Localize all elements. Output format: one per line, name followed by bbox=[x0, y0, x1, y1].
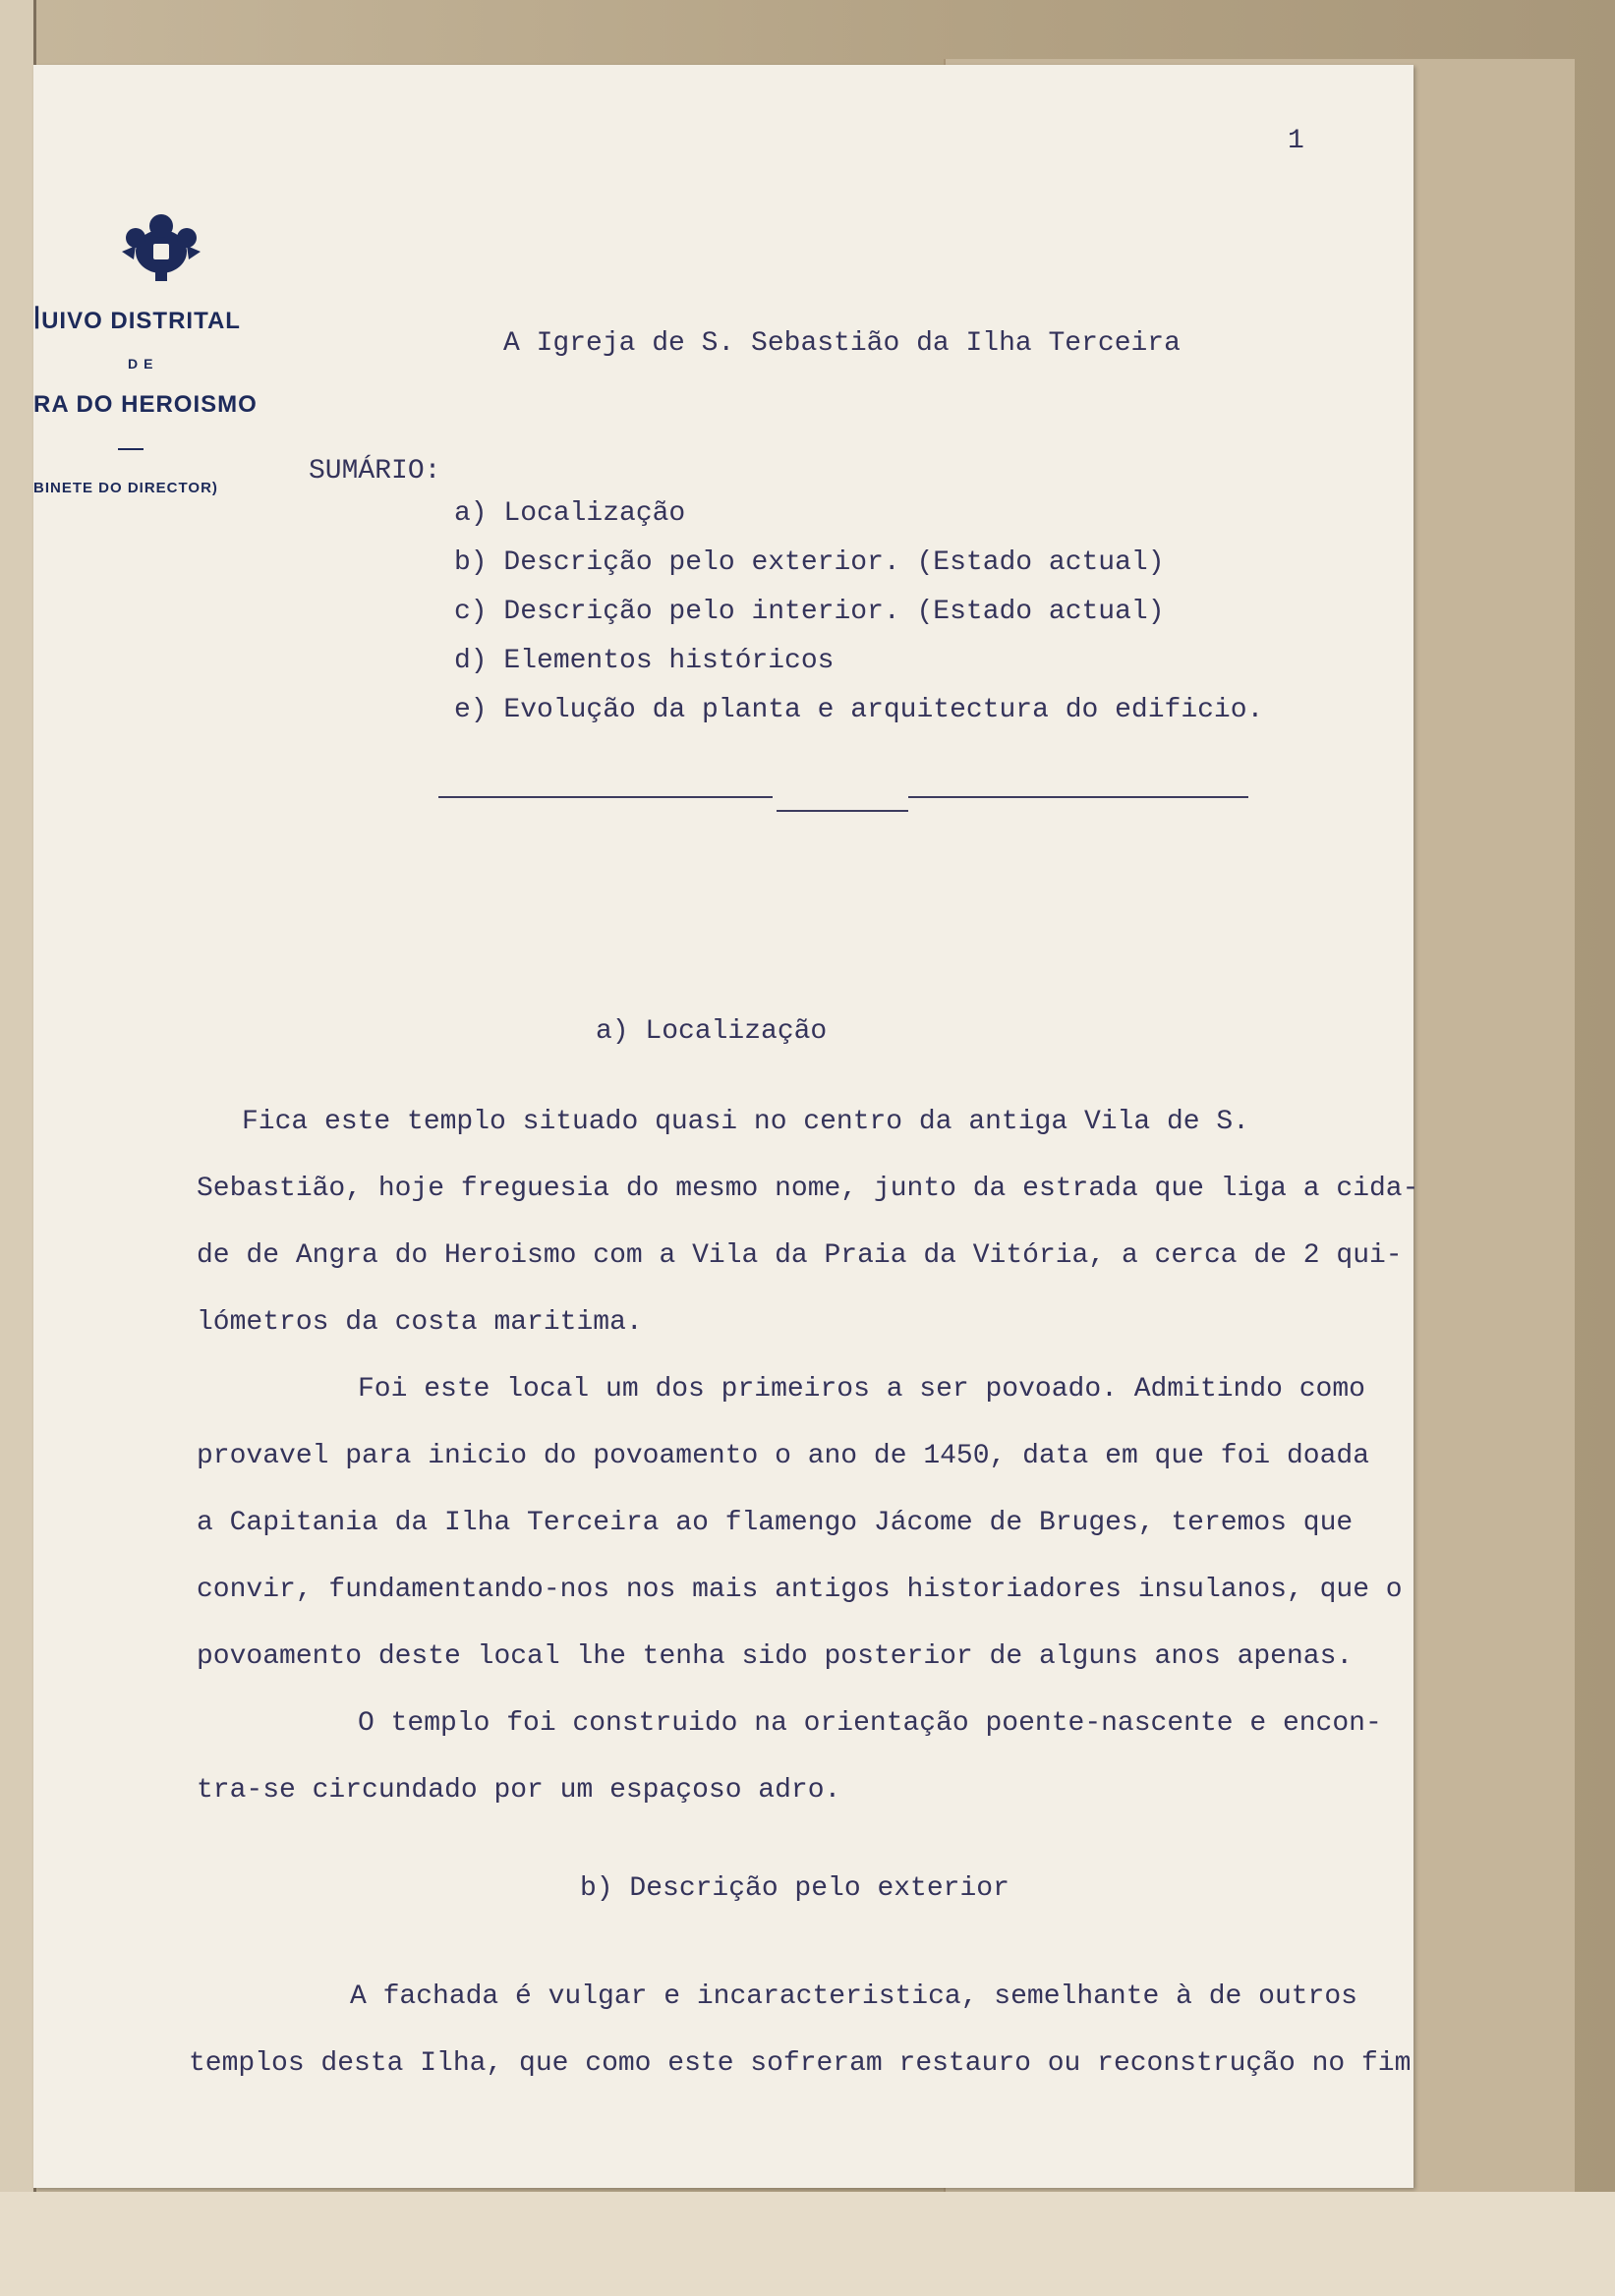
coat-of-arms-icon bbox=[116, 212, 206, 283]
body-line: A fachada é vulgar e incaracteristica, semelhante à de outros bbox=[350, 1981, 1357, 2012]
body-line: Foi este local um dos primeiros a ser povoado. Admitindo como bbox=[358, 1374, 1365, 1405]
body-line: Fica este templo situado quasi no centro da antiga Vila de S. bbox=[242, 1107, 1249, 1137]
typed-page bbox=[33, 65, 1419, 2188]
letterhead-line-archive: ꟾUIVO DISTRITAL bbox=[33, 308, 241, 334]
page-number: 1 bbox=[1288, 126, 1304, 156]
body-line: povoamento deste local lhe tenha sido posterior de alguns anos apenas. bbox=[197, 1641, 1354, 1672]
section-divider bbox=[908, 796, 1248, 798]
summary-item: b) Descrição pelo exterior. (Estado actual) bbox=[454, 547, 1165, 578]
letterhead-line-de: DE bbox=[128, 356, 159, 372]
summary-label: SUMÁRIO: bbox=[309, 456, 441, 487]
body-line: O templo foi construido na orientação poente-nascente e encon- bbox=[358, 1708, 1382, 1739]
document-title: A Igreja de S. Sebastião da Ilha Terceira bbox=[503, 328, 1181, 359]
body-line: lómetros da costa maritima. bbox=[197, 1307, 643, 1338]
section-divider bbox=[438, 796, 773, 798]
letterhead-line-city: RA DO HEROISMO bbox=[33, 391, 258, 418]
body-line: tra-se circundado por um espaçoso adro. bbox=[197, 1775, 841, 1806]
summary-item: d) Elementos históricos bbox=[454, 646, 835, 676]
summary-item: a) Localização bbox=[454, 498, 686, 529]
section-b-heading: b) Descrição pelo exterior bbox=[580, 1873, 1009, 1904]
body-line: a Capitania da Ilha Terceira ao flamengo Jácome de Bruges, teremos que bbox=[197, 1508, 1354, 1538]
summary-list bbox=[454, 489, 1263, 735]
bottom-paper-band bbox=[0, 2192, 1615, 2296]
binder-edge bbox=[0, 0, 36, 2296]
section-divider bbox=[777, 810, 908, 812]
letterhead-divider bbox=[118, 448, 144, 450]
section-a-heading: a) Localização bbox=[596, 1016, 828, 1047]
summary-item: c) Descrição pelo interior. (Estado actual) bbox=[454, 597, 1165, 627]
letterhead-line-office: BINETE DO DIRECTOR) bbox=[33, 480, 218, 496]
body-line: convir, fundamentando-nos nos mais antigos historiadores insulanos, que o bbox=[197, 1575, 1403, 1605]
body-line: provavel para inicio do povoamento o ano de 1450, data em que foi doada bbox=[197, 1441, 1369, 1471]
body-line: de de Angra do Heroismo com a Vila da Praia da Vitória, a cerca de 2 qui- bbox=[197, 1240, 1403, 1271]
body-line: Sebastião, hoje freguesia do mesmo nome, junto da estrada que liga a cida- bbox=[197, 1174, 1419, 1204]
body-line: templos desta Ilha, que como este sofreram restauro ou reconstrução no fim bbox=[189, 2048, 1412, 2079]
summary-item: e) Evolução da planta e arquitectura do edificio. bbox=[454, 695, 1264, 725]
